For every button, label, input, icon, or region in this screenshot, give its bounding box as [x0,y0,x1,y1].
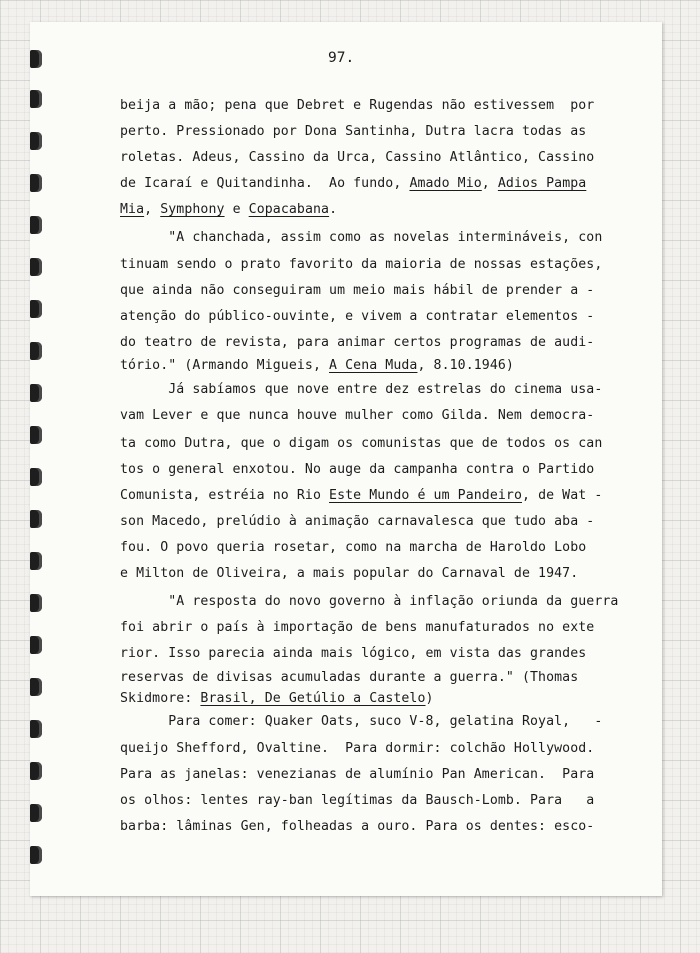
text-line [120,358,514,373]
text-span: , [481,176,498,191]
text-line [120,691,434,706]
text-span: ta como Dutra, que o digam os comunistas que de todos os can [120,436,603,451]
text-line [120,714,602,729]
text-line [120,462,594,477]
text-span: son Macedo, prelúdio à animação carnavalesca que tudo aba - [120,514,595,529]
text-line [120,488,602,503]
binding-ring [30,90,42,108]
text-span: de Icaraí e Quitandinha. Ao fundo, [120,176,410,191]
underlined-title: Este Mundo é um Pandeiro [329,488,522,503]
text-span: que ainda não conseguiram um meio mais hábil de prender a - [120,283,595,298]
binding-ring [30,594,42,612]
binding-ring [30,342,42,360]
underlined-title: Adios Pampa [497,176,587,191]
binding-ring [30,720,42,738]
text-span: perto. Pressionado por Dona Santinha, Dutra lacra todas as [120,124,587,139]
underlined-title: Brasil, De Getúlio a Castelo [200,691,426,706]
text-line [120,540,586,555]
text-line [120,741,594,756]
page-number: 97. [328,50,355,66]
text-line [120,594,618,609]
binding-ring [30,300,42,318]
text-line [120,382,602,397]
text-span: do teatro de revista, para animar certos programas de audi- [120,335,595,350]
text-span: "A chanchada, assim como as novelas intermináveis, con [120,230,603,245]
text-line [120,176,586,191]
text-span: e Milton de Oliveira, a mais popular do Carnaval de 1947. [120,566,579,581]
text-span: os olhos: lentes ray-ban legítimas da Bausch-Lomb. Para a [120,793,595,808]
text-span: queijo Shefford, Ovaltine. Para dormir: colchão Hollywood. [120,741,595,756]
text-span: vam Lever e que nunca houve mulher como Gilda. Nem democra- [120,408,595,423]
text-span: rior. Isso parecia ainda mais lógico, em vista das grandes [120,646,587,661]
binding-ring [30,762,42,780]
binding-ring [30,258,42,276]
binding-ring [30,678,42,696]
text-span: foi abrir o país à importação de bens manufaturados no exte [120,620,595,635]
text-line [120,202,337,217]
binding-ring [30,216,42,234]
binding-ring [30,384,42,402]
text-span: barba: lâminas Gen, folheadas a ouro. Para os dentes: esco- [120,819,595,834]
text-line [120,230,602,245]
text-line [120,150,594,165]
underlined-title: Symphony [160,202,225,217]
text-line [120,793,594,808]
text-span: atenção do público-ouvinte, e vivem a contratar elementos - [120,309,595,324]
binding-ring [30,636,42,654]
text-span: roletas. Adeus, Cassino da Urca, Cassino Atlântico, Cassino [120,150,595,165]
underlined-title: Amado Mio [409,176,482,191]
text-line [120,283,594,298]
text-span: tinuam sendo o prato favorito da maioria de nossas estações, [120,257,603,272]
text-span: Comunista, estréia no Rio [120,488,330,503]
text-span: , 8.10.1946) [417,358,514,373]
underlined-title: Copacabana [248,202,330,217]
text-line [120,124,586,139]
text-line [120,436,602,451]
text-line [120,257,602,272]
binding-ring [30,468,42,486]
text-line [120,646,586,661]
text-span: fou. O povo queria rosetar, como na marcha de Haroldo Lobo [120,540,587,555]
text-span: e [224,202,249,217]
underlined-title: A Cena Muda [329,358,418,373]
text-line [120,335,594,350]
binding-ring [30,132,42,150]
text-line [120,620,594,635]
binding-ring [30,510,42,528]
text-span: , de Wat - [521,488,603,503]
text-line [120,98,594,113]
text-span: reservas de divisas acumuladas durante a guerra." (Thomas [120,670,579,685]
binding-ring [30,174,42,192]
text-line [120,514,594,529]
text-span: beija a mão; pena que Debret e Rugendas não estivessem por [120,98,595,113]
text-span: Para comer: Quaker Oats, suco V-8, gelatina Royal, - [120,714,603,729]
binding-ring [30,426,42,444]
text-line [120,408,594,423]
text-span: , [144,202,161,217]
underlined-title: Mia [120,202,145,217]
text-span: tos o general enxotou. No auge da campanha contra o Partido [120,462,595,477]
text-span: . [329,202,338,217]
binding-ring [30,804,42,822]
binding-ring [30,552,42,570]
text-line [120,309,594,324]
text-line [120,566,578,581]
text-span: tório." (Armando Migueis, [120,358,330,373]
spiral-binding [30,40,42,880]
text-span: "A resposta do novo governo à inflação oriunda da guerra [120,594,619,609]
text-span: Skidmore: [120,691,201,706]
text-line [120,670,578,685]
binding-ring [30,846,42,864]
text-line [120,819,594,834]
text-span: Para as janelas: venezianas de alumínio Pan American. Para [120,767,595,782]
text-span: ) [425,691,434,706]
text-span: Já sabíamos que nove entre dez estrelas do cinema usa- [120,382,603,397]
text-line [120,767,594,782]
binding-ring [30,50,42,68]
